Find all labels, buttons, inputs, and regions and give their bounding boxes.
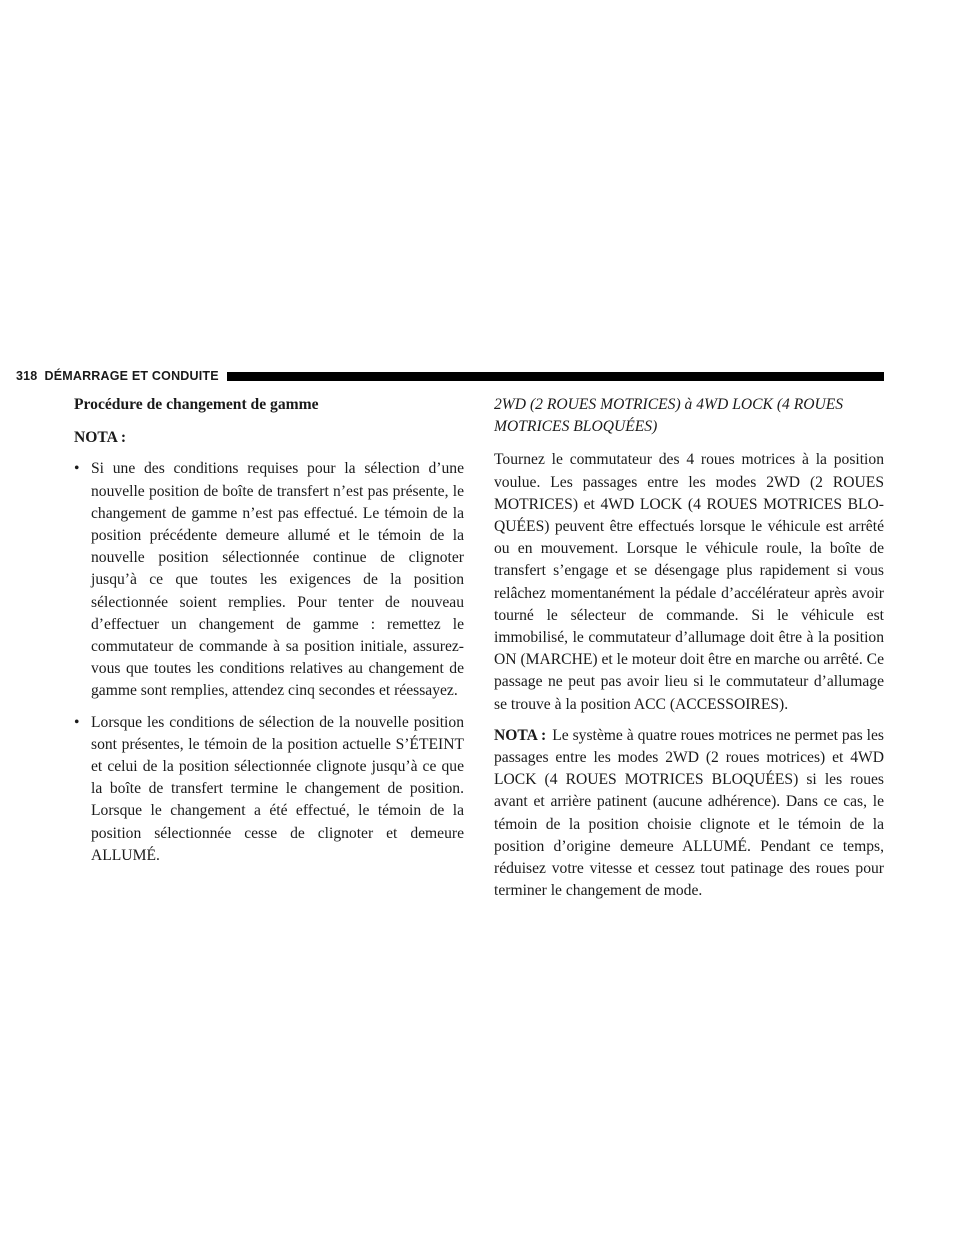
nota-text: Le système à quatre roues motrices ne permet pas les passages entre les modes 2WD (2 roues motrices) et 4WD LOCK (4 ROUES MOTRICES BLOQUÉES) si les roues avant et arrière patinent (aucune adhérence). Dans ce cas, le témoin de la position choisie clignote et le témoin de la position d’origine demeure ALLUMÉ. Pendant ce temps, réduisez votre vitesse et cessez tout patinage des roues pour terminer le changement de mode.: [494, 726, 884, 900]
bullet-icon: •: [74, 460, 80, 478]
bullet-text: Si une des conditions requises pour la sélection d’une nouvelle position de boîte de transfert n’est pas présente, le changement de gamme n’est pas effectué. Le témoin de la position précédente demeure allumé et le témoin de la nouvelle position sélectionnée continue de clignoter jusqu’à ce que toutes les exigences de la position sélectionnée soient remplies. Pour tenter de nouveau d’effectuer un changement de gamme : remettez le commutateur de commande à sa position initiale, assurez-vous que toutes les conditions relatives au changement de gamme sont remplies, attendez cinq secondes et réessayez.: [91, 460, 464, 700]
page-header: [16, 368, 884, 384]
bullet-text: Lorsque les conditions de sélection de la nouvelle position sont présentes, le témoin de la position actuelle S’ÉTEINT et celui de la position sélectionnée clignote jusqu’à ce que la boîte de transfert termine le changement de position. Lorsque le changement a été effectué, le témoin de la position sélectionnée cesse de clignoter et demeure ALLUMÉ.: [91, 713, 464, 864]
mode-heading: 2WD (2 ROUES MOTRICES) à 4WD LOCK (4 ROUES MOTRICES BLOQUÉES): [494, 396, 844, 436]
list-item: [74, 712, 464, 867]
nota-label: NOTA :: [494, 726, 547, 744]
instructions-paragraph: Tournez le commutateur des 4 roues motrices à la position voulue. Les passages entre les modes 2WD (2 ROUES MOTRICES) et 4WD LOCK (4 ROUES MOTRICES BLOQUÉES) peuvent être effectués lorsque le véhicule est arrêté ou en mouvement. Lorsque le véhicule roule, la boîte de transfert s’engage et se désengage plus rapidement si vous relâchez momentanément la pédale d’accélérateur après avoir tourné le sélecteur de commande. Si le véhicule est immobilisé, le commutateur d’allumage doit être à la position ON (MARCHE) et le moteur doit être en marche ou arrêté. Ce passage ne peut pas avoir lieu si le commutateur d’allumage se trouve à la position ACC (ACCESSOIRES).: [494, 451, 884, 713]
bullet-icon: •: [74, 713, 80, 731]
nota-bullet-list: [74, 458, 464, 867]
nota-label: NOTA :: [74, 429, 127, 447]
left-column: [74, 394, 464, 876]
header-rule: [227, 372, 884, 381]
page-number: 318: [16, 369, 38, 383]
nota-paragraph: [494, 725, 884, 903]
right-column: [494, 394, 884, 911]
list-item: [74, 458, 464, 702]
procedure-heading: Procédure de changement de gamme: [74, 396, 319, 413]
section-title: DÉMARRAGE ET CONDUITE: [44, 369, 219, 383]
